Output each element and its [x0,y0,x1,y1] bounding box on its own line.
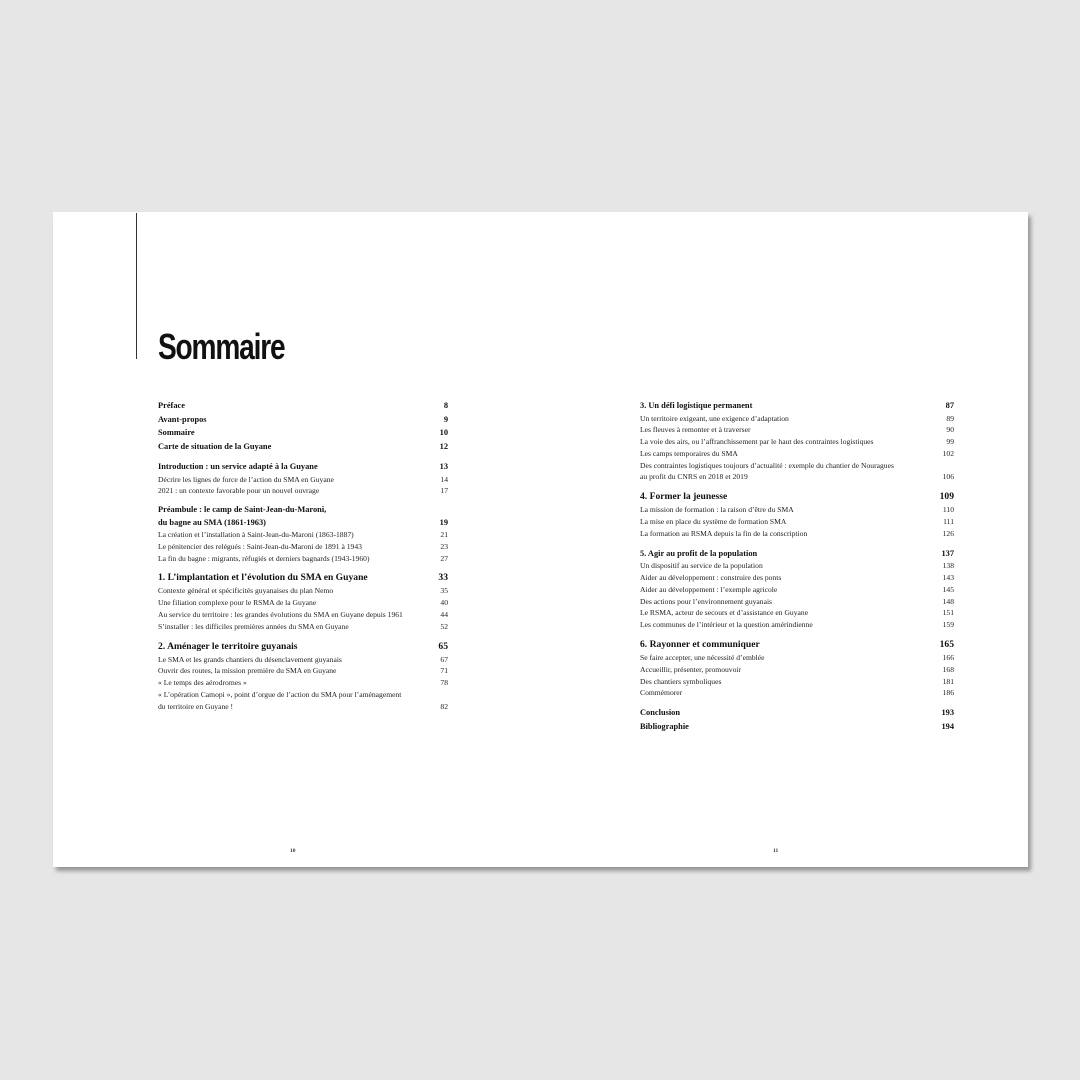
toc-entry-label: Accueillir, présenter, promouvoir [640,664,742,674]
toc-entry-label: 2. Aménager le territoire guyanais [158,640,298,652]
toc-entry [158,689,448,713]
toc-entry [158,474,448,486]
toc-entry-page: 35 [440,586,448,596]
toc-heading [158,399,448,413]
toc-entry-label: Des actions pour l’environnement guyanais [640,596,773,606]
toc-entry-label: La formation au RSMA depuis la fin de la conscription [640,528,808,538]
toc-entry [640,504,954,516]
toc-entry-page: 33 [438,572,448,584]
toc-heading [158,440,448,454]
toc-entry-page: 194 [941,721,954,731]
folio-left: 10 [290,848,296,854]
toc-section [640,547,954,631]
toc-entry-label: Le RSMA, acteur de secours et d’assistance en Guyane [640,608,809,618]
toc-heading [640,638,954,652]
toc-entry-page: 151 [942,608,954,618]
toc-entry-label: La mission de formation : la raison d’être du SMA [640,505,794,515]
toc-entry-page: 44 [440,610,448,620]
toc-heading [158,460,448,474]
toc-heading [640,399,954,413]
toc-entry-label: 4. Former la jeunesse [640,491,728,503]
toc-entry-page: 67 [440,654,448,664]
toc-entry-label: S’installer : les difficiles premières années du SMA en Guyane [158,621,349,631]
toc-entry-page: 193 [941,708,954,718]
toc-entry-page: 13 [439,462,448,471]
toc-entry-page: 10 [439,428,448,437]
page-title: Sommaire [158,326,285,367]
toc-entry-page: 143 [942,572,954,582]
toc-entry-label: Introduction : un service adapté à la Guyane [158,462,318,471]
toc-section [640,399,954,483]
toc-entry-page: 8 [443,401,448,410]
toc-entry-label: 2021 : un contexte favorable pour un nouvel ouvrage [158,486,320,496]
toc-entry-label: Une filiation complexe pour le RSMA de la Guyane [158,598,317,608]
toc-entry-label: Commémorer [640,688,683,698]
toc-section [640,638,954,699]
toc-entry [640,596,954,608]
toc-entry-page: 102 [942,448,954,458]
toc-entry [158,553,448,565]
toc-heading [158,426,448,440]
toc-entry-page: 165 [939,638,954,650]
toc-entry-page: 138 [942,561,954,571]
toc-entry-page: 159 [942,620,954,630]
toc-entry-page: 82 [440,701,448,711]
toc-entry [158,677,448,689]
toc-entry-label: Contexte général et spécificités guyanaises du plan Nemo [158,586,334,596]
toc-entry-page: 110 [942,505,954,515]
toc-entry-page: 186 [942,688,954,698]
toc-entry-page: 52 [440,621,448,631]
toc-entry-label: Un territoire exigeant, une exigence d’adaptation [640,413,789,423]
toc-entry [158,485,448,497]
toc-entry [640,560,954,572]
toc-entry-label: Des contraintes logistiques toujours d’actualité : exemple du chantier de Nouragues au profit du CNRS en 2018 et 2019 [640,460,894,482]
toc-entry-label: 6. Rayonner et communiquer [640,638,760,650]
toc-entry-label: Bibliographie [640,721,689,731]
toc-entry-label: Se faire accepter, une nécessité d’emblée [640,652,765,662]
toc-entry-label: Au service du territoire : les grandes évolutions du SMA en Guyane depuis 1961 [158,610,403,620]
vertical-rule [136,213,137,359]
toc-entry-label: Préambule : le camp de Saint-Jean-du-Maroni, du bagne au SMA (1861-1963) [158,505,327,527]
toc-entry-page: 12 [439,441,448,451]
toc-entry [640,607,954,619]
toc-section [158,571,448,632]
toc-entry-page: 181 [942,676,954,686]
toc-entry [158,585,448,597]
toc-heading [640,490,954,504]
toc-entry-label: Le pénitencier des relégués : Saint-Jean-du-Maroni de 1891 à 1943 [158,541,362,551]
toc-entry-label: Conclusion [640,708,681,718]
toc-entry-page: 89 [946,413,954,423]
toc-entry-label: Des chantiers symboliques [640,676,722,686]
toc-entry-label: 3. Un défi logistique permanent [640,401,753,410]
toc-entry-label: La mise en place du système de formation SMA [640,517,787,527]
toc-entry-page: 106 [942,472,954,482]
toc-entry-page: 21 [440,530,448,540]
toc-entry-page: 14 [440,474,448,484]
toc-entry-label: Avant-propos [158,414,207,424]
toc-entry-page: 27 [440,553,448,563]
toc-entry-label: Les camps temporaires du SMA [640,448,738,458]
folio-right: 11 [773,848,779,854]
toc-entry [640,460,954,484]
toc-entry-label: Décrire les lignes de force de l’action du SMA en Guyane [158,474,334,484]
toc-entry-page: 71 [440,666,448,676]
toc-entry [158,541,448,553]
toc-entry-page: 145 [942,584,954,594]
toc-entry [640,413,954,425]
toc-entry-page: 90 [946,425,954,435]
toc-heading [158,571,448,585]
toc-entry-label: « L’opération Camopi », point d’orgue de l’action du SMA pour l’aménagement du territoire en Guyane ! [158,690,402,711]
toc-heading [158,413,448,427]
toc-entry [640,528,954,540]
toc-entry-label: Préface [158,401,185,410]
toc-heading [640,547,954,561]
toc-entry-label: Ouvrir des routes, la mission première du SMA en Guyane [158,666,337,676]
toc-entry-label: La fin du bagne : migrants, réfugiés et derniers bagnards (1943-1960) [158,553,370,563]
toc-entry [158,609,448,621]
toc-entry [640,619,954,631]
toc-entry [158,665,448,677]
toc-entry-label: Les communes de l’intérieur et la question amérindienne [640,620,813,630]
toc-entry-label: Sommaire [158,428,195,437]
toc-section [640,490,954,539]
toc-entry [158,621,448,633]
toc-entry [640,584,954,596]
toc-entry-label: 5. Agir au profit de la population [640,548,758,558]
toc-entry [158,654,448,666]
toc-entry-label: La voie des airs, ou l’affranchissement par le haut des contraintes logistiques [640,437,874,447]
toc-entry-page: 19 [439,517,448,527]
toc-entry [640,687,954,699]
toc-entry [640,664,954,676]
book-spread [53,212,1028,867]
toc-heading [640,720,954,734]
toc-entry-page: 17 [440,486,448,496]
toc-entry-label: Le SMA et les grands chantiers du désenclavement guyanais [158,654,342,664]
toc-entry-page: 40 [440,598,448,608]
toc-entry-page: 137 [941,548,954,558]
toc-entry [640,572,954,584]
toc-section [158,460,448,497]
toc-entry-label: Aider au développement : construire des ponts [640,572,782,582]
toc-entry-page: 23 [440,541,448,551]
toc-entry-page: 166 [942,652,954,662]
toc-heading [640,706,954,720]
toc-entry-page: 99 [946,437,954,447]
toc-entry-label: « Le temps des aérodromes » [158,678,247,688]
toc-right-column [640,399,954,740]
toc-section [158,504,448,564]
toc-entry [158,529,448,541]
toc-entry-label: Les fleuves à remonter et à traverser [640,425,751,435]
toc-entry [640,516,954,528]
toc-entry-label: La création et l’installation à Saint-Jean-du-Maroni (1863-1887) [158,530,354,540]
toc-entry [640,652,954,664]
toc-entry-label: Un dispositif au service de la population [640,561,763,571]
toc-entry-label: Carte de situation de la Guyane [158,441,272,451]
toc-entry-page: 78 [440,678,448,688]
toc-section [158,399,448,453]
toc-entry-page: 126 [942,528,954,538]
toc-section [640,706,954,733]
toc-entry [640,424,954,436]
toc-entry-page: 111 [943,517,954,527]
toc-entry-label: 1. L’implantation et l’évolution du SMA en Guyane [158,572,368,584]
toc-heading [158,640,448,654]
toc-entry [158,597,448,609]
toc-entry-page: 168 [942,664,954,674]
toc-entry-page: 109 [939,491,954,503]
toc-entry [640,436,954,448]
toc-entry-page: 148 [942,596,954,606]
toc-entry-page: 9 [443,414,448,424]
toc-entry-page: 65 [438,640,448,652]
toc-left-column [158,399,448,720]
toc-entry-page: 87 [945,401,954,410]
toc-heading [158,504,448,529]
toc-entry [640,448,954,460]
toc-entry-label: Aider au développement : l’exemple agricole [640,584,778,594]
toc-entry [640,676,954,688]
toc-section [158,640,448,713]
